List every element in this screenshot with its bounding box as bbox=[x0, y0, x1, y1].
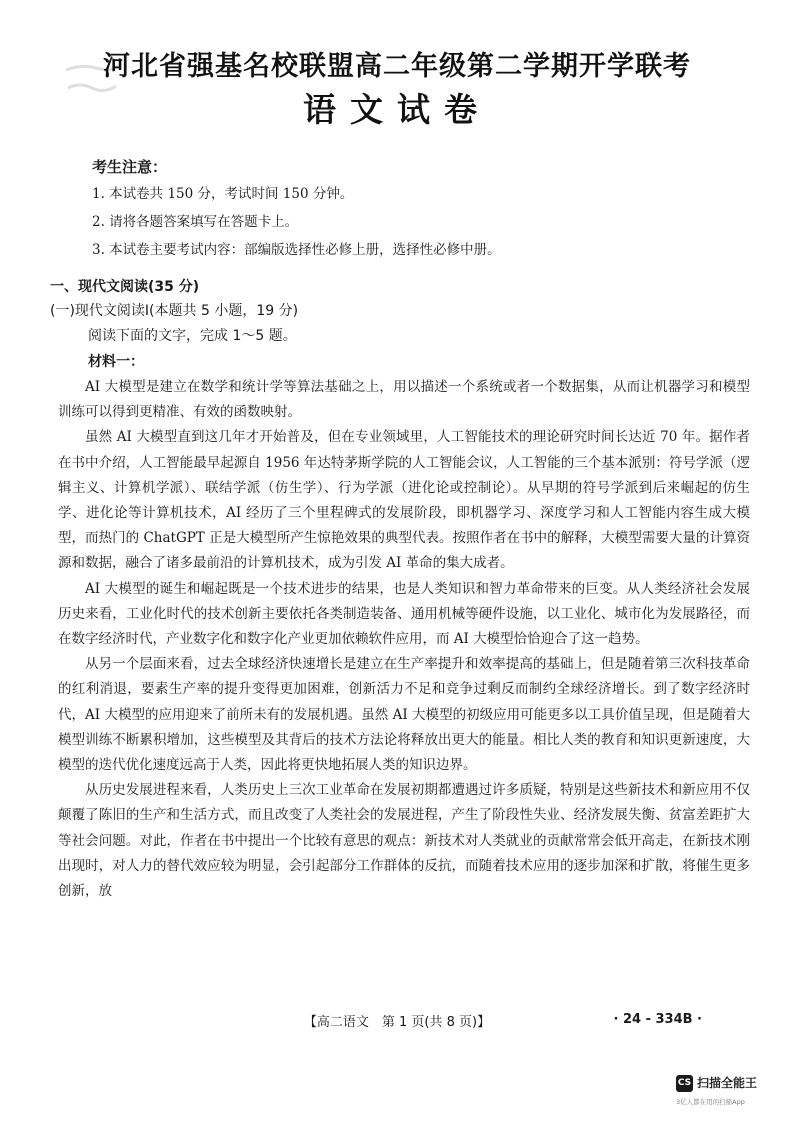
scanner-watermark bbox=[676, 1075, 786, 1115]
page-footer: 【高二语文 第 1 页(共 8 页)】 bbox=[303, 1015, 491, 1030]
notice-item: 2. 请将各题答案填写在答题卡上。 bbox=[92, 214, 299, 230]
material-label: 材料一： bbox=[88, 354, 144, 370]
exam-title: 河北省强基名校联盟高二年级第二学期开学联考 bbox=[103, 51, 691, 82]
scanner-tagline: 3亿人都在用的扫描App bbox=[676, 1098, 745, 1106]
reading-instruction: 阅读下面的文字，完成 1～5 题。 bbox=[88, 328, 297, 344]
subsection-heading: (一)现代文阅读Ⅰ(本题共 5 小题，19 分) bbox=[50, 303, 299, 319]
paper-code: · 24 - 334B · bbox=[613, 1012, 702, 1027]
candidate-notice bbox=[92, 154, 732, 264]
notice-heading: 考生注意： bbox=[92, 158, 168, 176]
reading-passage bbox=[58, 375, 750, 904]
passage-paragraph: AI 大模型是建立在数学和统计学等算法基础之上，用以描述一个系统或者一个数据集，从而让机器学习和模型训练可以得到更精准、有效的函数映射。 bbox=[58, 379, 750, 421]
passage-paragraph: 从另一个层面来看，过去全球经济快速增长是建立在生产率提升和效率提高的基础上，但是随着第三次科技革命的红利消退，要素生产率的提升变得更加困难，创新活力不足和竞争过剩反而制约全球经济增长。到了数字经济时代，AI 大模型的应用迎来了前所未有的发展机遇。虽然 AI 大模型的初级应用可能更多以工具价值呈现，但是随着大模型训练不断累积增加，这些模型及其背后的技术方法论将释放出更大的能量。相比人类的教育和知识更新速度，大模型的迭代优化速度远高于人类，因此将更快地拓展人类的知识边界。 bbox=[58, 656, 750, 774]
section-heading: 一、现代文阅读(35 分) bbox=[50, 279, 200, 295]
notice-item: 1. 本试卷共 150 分，考试时间 150 分钟。 bbox=[92, 186, 354, 202]
notice-item: 3. 本试卷主要考试内容：部编版选择性必修上册，选择性必修中册。 bbox=[92, 242, 501, 258]
scanner-app-name: 扫描全能王 bbox=[697, 1076, 758, 1090]
passage-paragraph: 从历史发展进程来看，人类历史上三次工业革命在发展初期都遭遇过许多质疑，特别是这些新技术和新应用不仅颠覆了陈旧的生产和生活方式，而且改变了人类社会的发展进程，产生了阶段性失业、经济发展失衡、贫富差距扩大等社会问题。对此，作者在书中提出一个比较有意思的观点：新技术对人类就业的贡献常常会低开高走，在新技术刚出现时，对人力的替代效应较为明显，会引起部分工作群体的反抗，而随着技术应用的逐步加深和扩散，将催生更多创新，放 bbox=[58, 782, 750, 900]
subject-title: 语文试卷 bbox=[303, 90, 491, 129]
passage-paragraph: 虽然 AI 大模型直到这几年才开始普及，但在专业领域里，人工智能技术的理论研究时间长达近 70 年。据作者在书中介绍，人工智能最早起源自 1956 年达特茅斯学院的人工智能会议，人工智能的三个基本派别：符号学派（逻辑主义、计算机学派）、联结学派（仿生学）、行为学派（进化论或控制论）。从早期的符号学派到后来崛起的仿生学、进化论等计算机技术，AI 经历了三个里程碑式的发展阶段，即机器学习、深度学习和人工智能内容生成大模型，而热门的 ChatGPT 正是大模型所产生惊艳效果的典型代表。按照作者在书中的解释，大模型需要大量的计算资源和数据，融合了诸多最前沿的计算机技术，成为引发 AI 革命的集大成者。 bbox=[58, 429, 750, 572]
scanner-logo-icon: CS bbox=[676, 1075, 693, 1092]
passage-paragraph: AI 大模型的诞生和崛起既是一个技术进步的结果，也是人类知识和智力革命带来的巨变。从人类经济社会发展历史来看，工业化时代的技术创新主要依托各类制造装备、通用机械等硬件设施，以工业化、城市化为发展路径，而在数字经济时代，产业数字化和数字化产业更加依赖软件应用，而 AI 大模型恰恰迎合了这一趋势。 bbox=[58, 580, 750, 648]
